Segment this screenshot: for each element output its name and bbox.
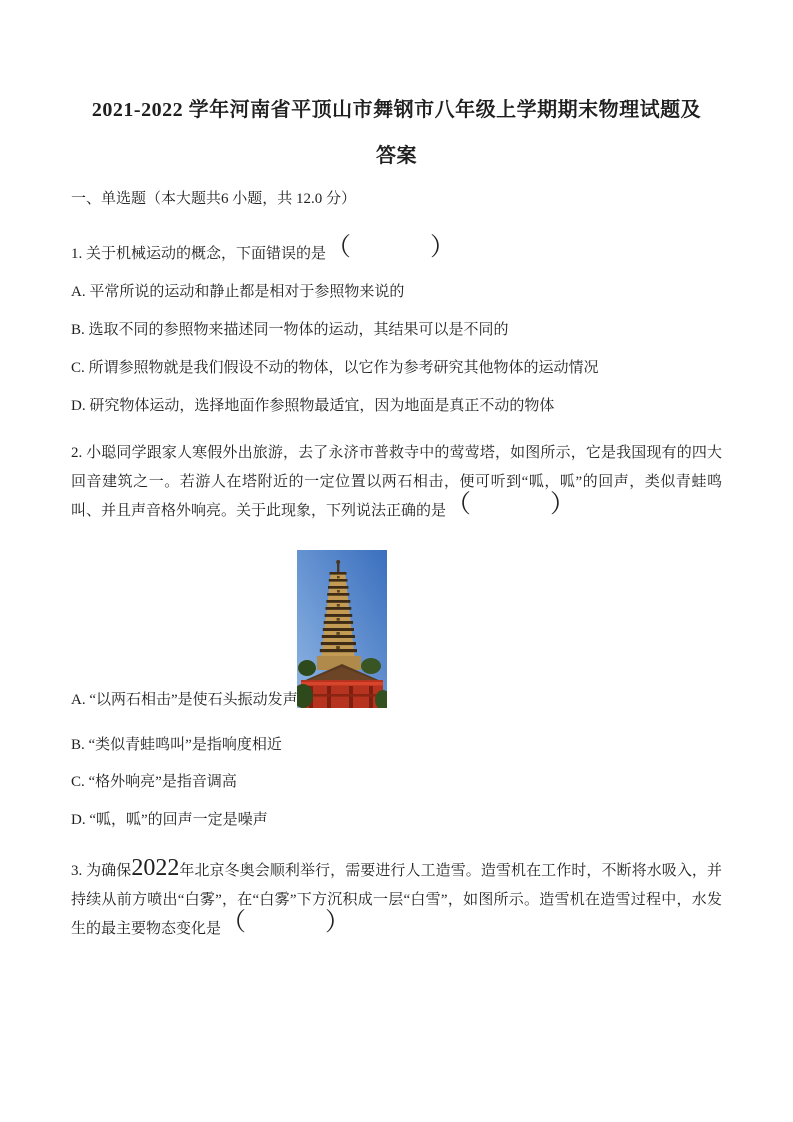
- pagoda-photo: [297, 550, 387, 708]
- section-heading: 一、单选题（本大题共6 小题，共 12.0 分）: [71, 191, 357, 207]
- question-1-option-d: D. 研究物体运动，选择地面作参照物最适宜，因为地面是真正不动的物体: [71, 398, 555, 414]
- question-2-option-a: A. “以两石相击”是使石头振动发声: [71, 692, 298, 708]
- document-title-line2: 答案: [376, 145, 417, 167]
- question-2-stem: [71, 439, 722, 526]
- question-2-option-b: B. “类似青蛙鸣叫”是指响度相近: [71, 737, 282, 753]
- question-3-year-2022: 2022: [131, 855, 180, 881]
- pagoda-illustration: [297, 550, 387, 708]
- question-1-option-b: B. 选取不同的参照物来描述同一物体的运动，其结果可以是不同的: [71, 322, 509, 338]
- question-1-text: 1. 关于机械运动的概念，下面错误的是: [71, 246, 327, 262]
- question-3-stem: [71, 854, 722, 944]
- question-2-answer-parentheses: （ ）: [446, 491, 577, 518]
- question-2-option-d: D. “呱，呱”的回声一定是噪声: [71, 812, 268, 828]
- question-1-answer-parentheses: （ ）: [326, 234, 457, 261]
- question-3-answer-parentheses: （ ）: [221, 909, 352, 936]
- question-3-text-before-year: 3. 为确保: [71, 863, 132, 879]
- question-2-text: 2. 小聪同学跟家人寒假外出旅游，去了永济市普救寺中的莺莺塔，如图所示，它是我国现有的四大回音建筑之一。若游人在塔附近的一定位置以两石相击，便可听到“呱，呱”的回声，类似青蛙鸣叫、并且声音格外响亮。关于此现象，下列说法正确的是: [71, 445, 722, 519]
- question-1-option-a: A. 平常所说的运动和静止都是相对于参照物来说的: [71, 284, 405, 300]
- document-title-line1: 2021-2022 学年河南省平顶山市舞钢市八年级上学期期末物理试题及: [91, 99, 702, 121]
- question-1-option-c: C. 所谓参照物就是我们假设不动的物体，以它作为参考研究其他物体的运动情况: [71, 360, 599, 376]
- question-1-stem: [71, 234, 722, 265]
- question-2-option-c: C. “格外响亮”是指音调高: [71, 774, 237, 790]
- question-3-text-after-year: 年北京冬奥会顺利举行，需要进行人工造雪。造雪机在工作时，不断将水吸入，并持续从前方喷出“白雾”，在“白雾”下方沉积成一层“白雪”，如图所示。造雪机在造雪过程中，水发生的最主要物态变化是: [71, 863, 722, 937]
